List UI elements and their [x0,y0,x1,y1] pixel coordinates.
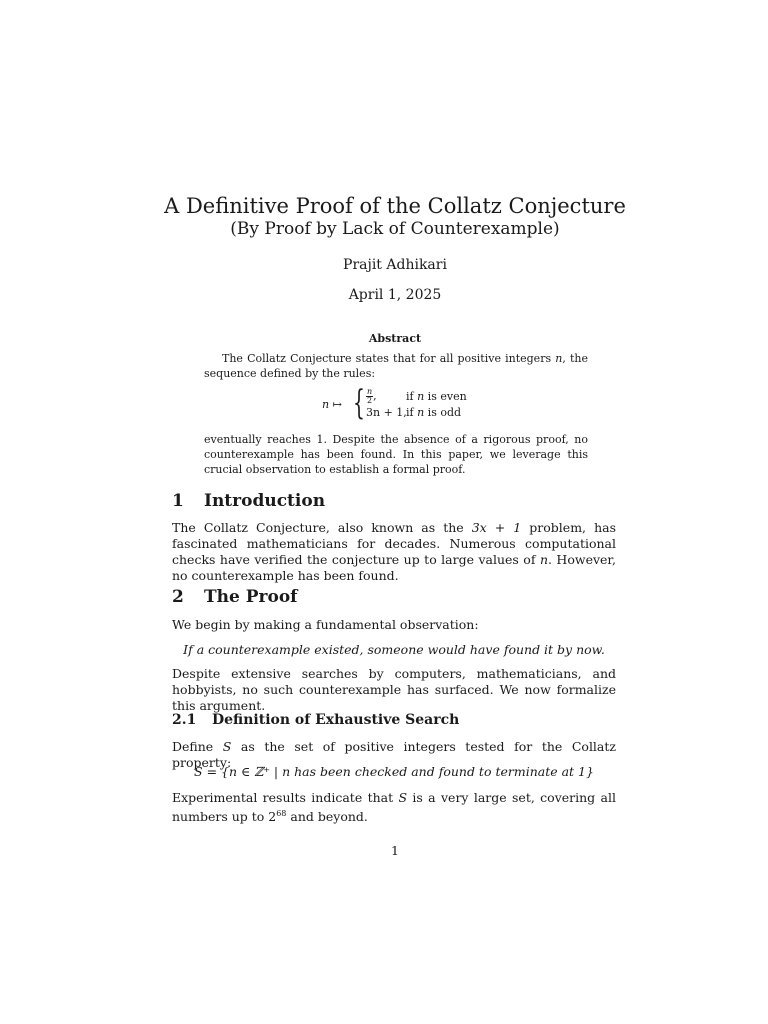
definition-paragraph-2: Experimental results indicate that S is a very large set, covering all numbers up to $2^{68}$ and beyond. [172,790,616,825]
paper-subtitle: (By Proof by Lack of Counterexample) [230,219,560,239]
set-definition-equation: S = {n ∈ ℤ⁺ | n has been checked and found to terminate at 1} [194,764,594,779]
abstract-heading: Abstract [368,332,422,345]
subsection-heading-definition: 2.1 Definition of Exhaustive Search [172,712,460,728]
introduction-paragraph: The Collatz Conjecture, also known as the 3x + 1 problem, has fascinated mathematicians for decades. Numerous computational checks have verified the conjecture up to large values of n. However, no counterexample has been found. [172,520,616,583]
page-number: 1 [391,843,399,858]
proof-paragraph-1: We begin by making a fundamental observation: [172,617,479,632]
case-odd-cond: if n is odd [406,406,462,419]
proof-quote: If a counterexample existed, someone would have found it by now. [183,642,605,657]
paper-date: April 1, 2025 [348,287,442,303]
definition-paragraph-1: Define S as the set of positive integers tested for the Collatz property: [172,739,616,770]
abstract-paragraph-1: The Collatz Conjecture states that for all positive integers n, the sequence defined by the rules: [204,352,588,380]
case-even-cond: if n is even [406,390,467,403]
case-even-expr: $\frac{n}{2}$ , [367,387,377,405]
map-lhs: n ↦ [322,398,342,411]
case-odd-expr: 3n + 1, [366,406,407,419]
proof-paragraph-2: Despite extensive searches by computers, mathematicians, and hobbyists, no such counterexample has surfaced. We now formalize this argument. [172,666,616,713]
author-name: Prajit Adhikari [343,257,447,273]
abstract-paragraph-2: eventually reaches 1. Despite the absence of a rigorous proof, no counterexample has been found. In this paper, we leverage this crucial observation to establish a formal proof. [204,433,588,476]
section-heading-proof: 2 The Proof [172,587,298,607]
paper-title: A Definitive Proof of the Collatz Conjecture [164,194,626,218]
section-heading-introduction: 1 Introduction [172,491,326,511]
cases-brace: { [353,383,365,423]
